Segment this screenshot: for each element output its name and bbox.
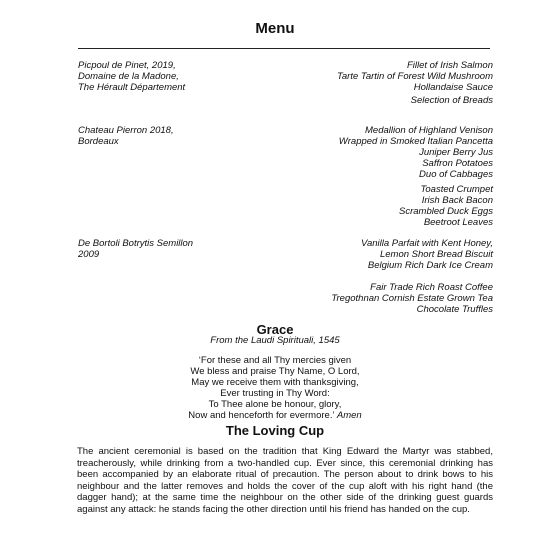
dish-line: Chocolate Truffles	[416, 304, 493, 315]
dish-line: Tregothnan Cornish Estate Grown Tea	[331, 293, 493, 304]
dish-line: Hollandaise Sauce	[413, 82, 493, 93]
grace-attribution: From the Laudi Spirituali, 1545	[210, 335, 340, 346]
verse-line: We bless and praise Thy Name, O Lord,	[190, 366, 360, 377]
dessert-course	[253, 238, 493, 271]
dish-line: Duo of Cabbages	[419, 169, 493, 180]
amen: Amen	[336, 410, 362, 421]
grace-verse	[0, 355, 550, 421]
dish-line: Belgium Rich Dark Ice Cream	[367, 260, 493, 271]
dish-line: Wrapped in Smoked Italian Pancetta	[338, 136, 493, 147]
dish-line: Scrambled Duck Eggs	[399, 206, 493, 217]
dish-line: Fair Trade Rich Roast Coffee	[370, 282, 493, 293]
wine-line: Chateau Pierron 2018,	[78, 125, 174, 136]
loving-cup-title: The Loving Cup	[225, 423, 325, 438]
starter-course	[253, 60, 493, 93]
dish-line: Irish Back Bacon	[421, 195, 493, 206]
dish-line: Juniper Berry Jus	[419, 147, 493, 158]
loving-cup-paragraph: The ancient ceremonial is based on the tradition that King Edward the Martyr was stabbed, treacherously, while drinking from a two-handled cup. Ever since, this ceremonial drinking has been accompanied by an elaborate ritual of precaution. The person about to drink bows to his neighbour and the latter removes and holds the cover of the cup aloft with his right hand (the dagger hand); at the same time the neighbour on the other side of the drinking guest guards against any attack: he stands facing the other direction until his friend has handed on the cup.	[77, 446, 493, 515]
breakfast-course	[253, 184, 493, 228]
dish-line: Beetroot Leaves	[423, 217, 493, 228]
bread-course	[253, 95, 493, 106]
wine-line: 2009	[78, 249, 100, 260]
dish-line: Toasted Crumpet	[420, 184, 493, 195]
verse-line-last	[0, 410, 550, 421]
verse-line: To Thee alone be honour, glory,	[208, 399, 342, 410]
wine-pairing-1	[78, 60, 278, 93]
verse-line: May we receive them with thanksgiving,	[191, 377, 359, 388]
wine-line: Picpoul de Pinet, 2019,	[78, 60, 176, 71]
wine-pairing-3	[78, 238, 278, 260]
dish-line: Fillet of Irish Salmon	[406, 60, 493, 71]
dish-line: Vanilla Parfait with Kent Honey,	[360, 238, 493, 249]
dish-line: Saffron Potatoes	[422, 158, 493, 169]
verse-line-text: Now and henceforth for evermore.’	[188, 410, 335, 421]
dish-line: Medallion of Highland Venison	[365, 125, 493, 136]
verse-line: ‘For these and all Thy mercies given	[198, 355, 352, 366]
wine-line: De Bortoli Botrytis Semillon	[78, 238, 194, 249]
wine-line: The Hérault Département	[78, 82, 186, 93]
main-course	[253, 125, 493, 180]
wine-pairing-2	[78, 125, 278, 147]
verse-line: Ever trusting in Thy Word:	[220, 388, 330, 399]
wine-line: Bordeaux	[78, 136, 119, 147]
menu-title: Menu	[255, 20, 295, 37]
title-divider	[78, 48, 490, 49]
dish-line: Selection of Breads	[410, 95, 493, 106]
grace-title: Grace	[256, 322, 294, 337]
wine-line: Domaine de la Madone,	[78, 71, 179, 82]
dish-line: Lemon Short Bread Biscuit	[379, 249, 493, 260]
dish-line: Tarte Tartin of Forest Wild Mushroom	[336, 71, 493, 82]
coffee-course	[253, 282, 493, 315]
